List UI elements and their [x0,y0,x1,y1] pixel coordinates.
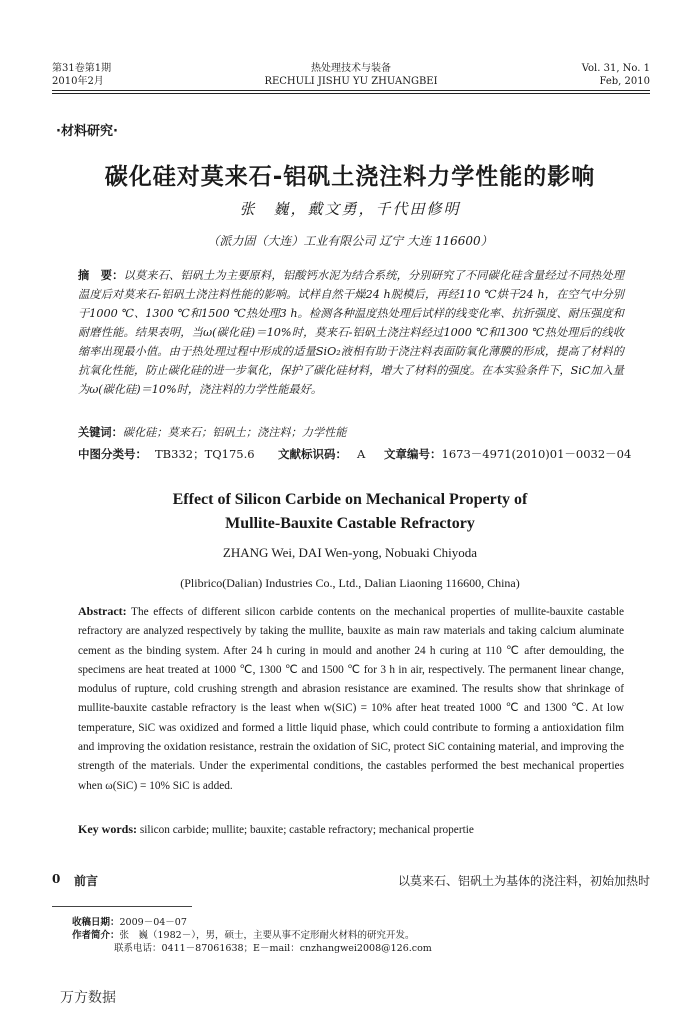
chinese-keywords-label: 关键词： [78,426,123,439]
english-title-line1: Effect of Silicon Carbide on Mechanical Property of [172,491,528,508]
journal-name-pinyin: RECHULI JISHU YU ZHUANGBEI [264,76,438,87]
header-rule-thin [52,93,650,94]
author-contact: 联系电话：0411－87061638；E－mail：cnzhangwei2008@126.com [114,943,432,954]
english-keywords [78,822,624,837]
chinese-abstract-text: 以莫来石、铝矾土为主要原料，铝酸钙水泥为结合系统，分别研究了不同碳化硅含量经过不同热处理温度后对莫来石-铝矾土浇注料性能的影响。试样自然干燥24 h脱模后，再经110 ℃烘干24 h，在空气中分别于1000 ℃、1300 ℃和1500 ℃热处理3 h。检测各种温度热处理后试样的线变化率、抗折强度、耐压强度和耐磨性能。结果表明，当ω(碳化硅)＝10%时，莫来石-铝矾土浇注料经过1000 ℃和1300 ℃热处理后的线收缩率出现最小值。由于热处理过程中形成的适量SiO₂液相有助于浇注料表面防氧化薄膜的形成，提高了材料的抗氧化性能，防止碳化硅的进一步氧化，保护了碳化硅材料，增大了材料的强度。在本实验条件下，SiC加入量为ω(碳化硅)＝10%时，浇注料的力学性能最好。 [78,269,624,396]
clc-label: 中图分类号： [78,447,147,461]
document-code-value: A [357,447,366,461]
english-title-line2: Mullite-Bauxite Castable Refractory [225,515,475,532]
section-number: 0 [52,872,61,886]
section-heading: 前言 [74,874,99,888]
watermark: 万方数据 [60,990,116,1006]
author-bio-value: 张 巍（1982－），男，硕士，主要从事不定形耐火材料的研究开发。 [119,930,415,941]
chinese-affiliation: （派力固（大连）工业有限公司 辽宁 大连 116600） [207,234,493,248]
journal-name-cn: 热处理技术与装备 [311,63,391,74]
author-bio [72,929,432,942]
author-bio-label: 作者简介： [72,930,120,941]
chinese-keywords [78,424,624,440]
clc-value: TB332；TQ175.6 [155,447,255,461]
article-number-label: 文章编号： [384,447,442,461]
issue-date: 2010年2月 [52,76,104,87]
received-date [72,916,432,929]
received-value: 2009－04－07 [119,917,187,928]
english-title [0,488,700,536]
english-keywords-label: Key words: [78,822,137,836]
section-tag: ·材料研究· [56,124,118,139]
chinese-authors: 张 巍，戴文勇，千代田修明 [239,200,461,218]
running-header [52,62,650,92]
footnotes [72,916,432,955]
journal-name [52,62,650,88]
chinese-title: 碳化硅对莫来石-铝矾土浇注料力学性能的影响 [104,164,596,190]
journal-volume-en [582,62,650,88]
english-abstract [78,602,624,796]
english-affiliation: (Plibrico(Dalian) Industries Co., Ltd., Dalian Liaoning 116600, China) [180,576,520,590]
article-number-value: 1673－4971(2010)01－0032－04 [441,447,632,461]
english-authors: ZHANG Wei, DAI Wen-yong, Nobuaki Chiyoda [222,545,478,560]
document-code-label: 文献标识码： [278,447,347,461]
chinese-keywords-text: 碳化硅；莫来石；铝矾土；浇注料；力学性能 [122,426,347,439]
document-code [278,446,365,462]
right-column-text: 以莫来石、铝矾土为基体的浇注料，初始加热时 [397,874,650,888]
footnote-rule [52,906,192,907]
english-abstract-text: The effects of different silicon carbide contents on the mechanical properties of mullite-bauxite castable refractory are analyzed respectively by taking the mullite, bauxite as main raw materials and taking calcium aluminate cement as the binding system. After 24 h curing in mould and another 24 h curing at 110 ℃ after demoulding, the specimens are heat treated at 1000 ℃, 1300 ℃ and 1500 ℃ for 3 h in air, respectively. The permanent linear change, modulus of rupture, cold crushing strength and abrasion resistance are examined. The results show that shrinkage of mullite-bauxite castable refractory is the least when w(SiC) = 10% after heat treated 1000 ℃ and 1300 ℃. At low temperature, SiC was oxidized and formed a little liquid phase, which could contribute to forming a antioxidation film and improving the oxidation resistance, restrain the oxidation of SiC, protect SiC containing material, and improving the strength of the materials. Under the experimental conditions, the castables performed the best mechanical properties when ω(SiC) = 10% SiC is added. [78,606,624,792]
received-label: 收稿日期： [72,917,120,928]
issue-date-en: Feb, 2010 [599,76,650,87]
clc-number [78,446,255,462]
article-number [384,446,631,462]
header-rule-thick [52,90,650,91]
volume-issue: 第31卷第1期 [52,63,112,74]
chinese-abstract-label: 摘 要： [78,269,124,282]
english-abstract-label: Abstract: [78,604,127,618]
volume-issue-en: Vol. 31, No. 1 [581,63,650,74]
english-keywords-text: silicon carbide; mullite; bauxite; castable refractory; mechanical propertie [137,824,474,836]
chinese-abstract [78,266,624,399]
